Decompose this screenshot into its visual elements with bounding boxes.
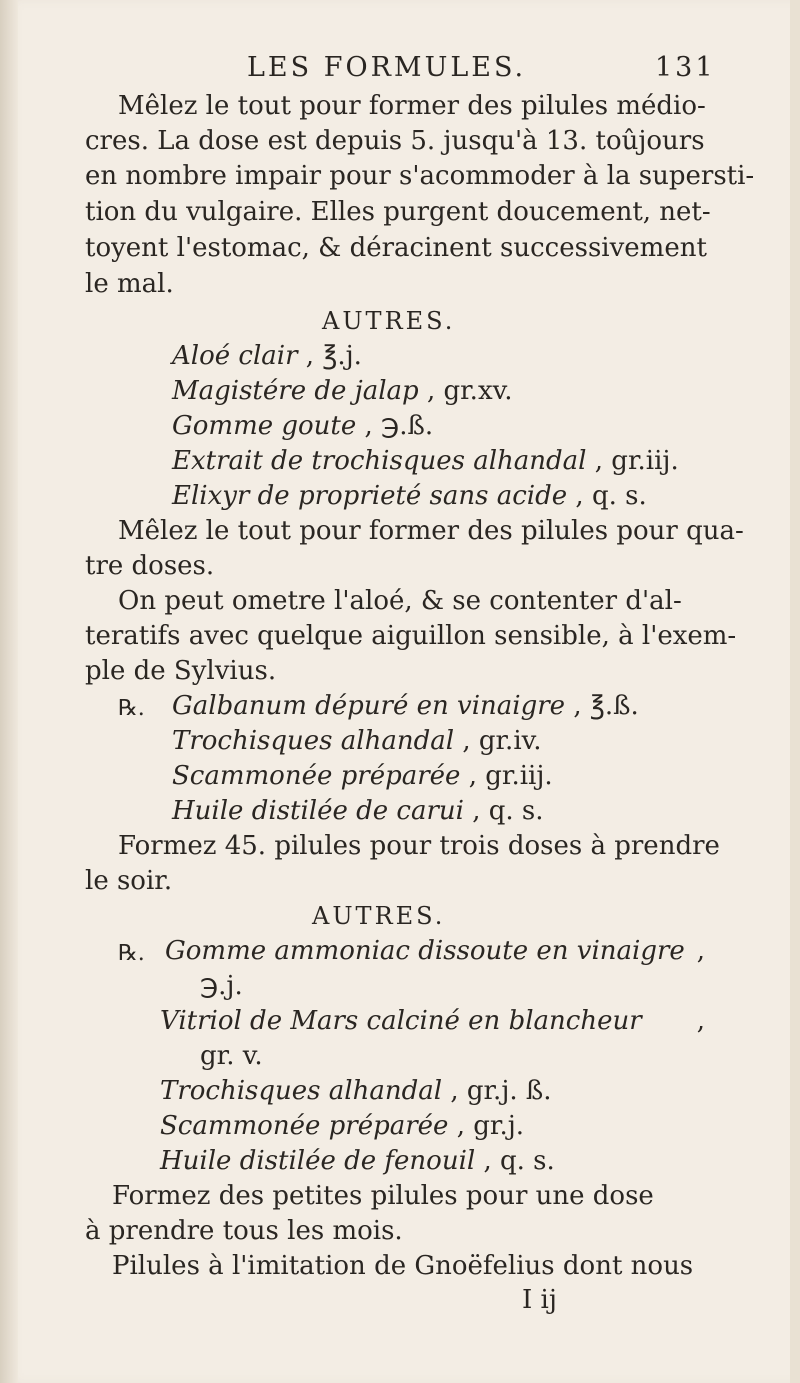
recipe-item bbox=[172, 410, 433, 442]
ingredient-name: Aloé clair bbox=[172, 341, 298, 371]
recipe-item bbox=[172, 690, 639, 722]
text-line: le soir. bbox=[85, 866, 173, 896]
text-line: Mêlez le tout pour former des pilules pour qua- bbox=[118, 516, 744, 546]
text-line: toyent l'estomac, & déracinent successivement bbox=[85, 233, 707, 263]
ingredient-dose: , gr.iij. bbox=[594, 446, 679, 476]
ingredient-dose: , bbox=[696, 1006, 705, 1036]
recipe-item bbox=[160, 1145, 555, 1177]
ingredient-dose: gr. v. bbox=[200, 1041, 263, 1071]
recipe-item bbox=[172, 795, 544, 827]
ingredient-dose: ℈.j. bbox=[200, 971, 243, 1001]
ingredient-dose: , q. s. bbox=[472, 796, 544, 826]
text-line: Pilules à l'imitation de Gnoëfelius dont nous bbox=[112, 1251, 694, 1281]
page-binding bbox=[0, 0, 18, 1383]
recipe-item bbox=[165, 935, 705, 967]
text-line: tion du vulgaire. Elles purgent doucement, net- bbox=[85, 197, 711, 227]
ingredient-name: Trochisques alhandal bbox=[160, 1076, 443, 1106]
ingredient-name: Huile distilée de carui bbox=[172, 796, 464, 826]
text-line: teratifs avec quelque aiguillon sensible, à l'exem- bbox=[85, 621, 737, 651]
recipe-symbol: ℞. bbox=[118, 941, 145, 966]
recipe-item bbox=[160, 1005, 705, 1037]
recipe-item bbox=[172, 375, 512, 407]
ingredient-name: Gomme goute bbox=[172, 411, 357, 441]
ingredient-name: Scammonée préparée bbox=[172, 761, 461, 791]
ingredient-dose: , gr.j. bbox=[456, 1111, 525, 1141]
ingredient-name: Elixyr de proprieté sans acide bbox=[172, 481, 568, 511]
ingredient-dose: , gr.iij. bbox=[468, 761, 553, 791]
ingredient-name: Gomme ammoniac dissoute en vinaigre bbox=[165, 936, 685, 966]
text-line: à prendre tous les mois. bbox=[85, 1216, 403, 1246]
text-line: cres. La dose est depuis 5. jusqu'à 13. toûjours bbox=[85, 126, 705, 156]
running-head: LES FORMULES. bbox=[247, 52, 527, 83]
recipe-item bbox=[172, 445, 679, 477]
text-line: Formez des petites pilules pour une dose bbox=[112, 1181, 654, 1211]
signature-mark: I ij bbox=[522, 1285, 557, 1315]
recipe-item bbox=[160, 1110, 524, 1142]
recipe-item bbox=[172, 480, 647, 512]
text-line: ple de Sylvius. bbox=[85, 656, 277, 686]
ingredient-dose: , ℈.ß. bbox=[364, 411, 434, 441]
ingredient-dose: , gr.iv. bbox=[462, 726, 542, 756]
text-line: Formez 45. pilules pour trois doses à prendre bbox=[118, 831, 720, 861]
ingredient-name: Huile distilée de fenouil bbox=[160, 1146, 476, 1176]
text-line: en nombre impair pour s'acommoder à la supersti- bbox=[85, 161, 755, 191]
recipe-item bbox=[172, 725, 542, 757]
ingredient-name: Scammonée préparée bbox=[160, 1111, 449, 1141]
text-line: le mal. bbox=[85, 269, 174, 299]
ingredient-dose: , ℥.ß. bbox=[573, 691, 639, 721]
page-number: 131 bbox=[655, 52, 716, 83]
ingredient-name: Vitriol de Mars calciné en blancheur bbox=[160, 1006, 642, 1036]
text-line: Mêlez le tout pour former des pilules médio- bbox=[118, 91, 706, 121]
ingredient-dose: , q. s. bbox=[483, 1146, 555, 1176]
ingredient-name: Trochisques alhandal bbox=[172, 726, 455, 756]
section-heading: AUTRES. bbox=[312, 902, 446, 930]
ingredient-dose: , gr.xv. bbox=[426, 376, 513, 406]
recipe-item bbox=[172, 760, 553, 792]
ingredient-name: Extrait de trochisques alhandal bbox=[172, 446, 587, 476]
ingredient-name: Galbanum dépuré en vinaigre bbox=[172, 691, 566, 721]
recipe-item bbox=[172, 340, 362, 372]
recipe-item bbox=[160, 1075, 552, 1107]
section-heading: AUTRES. bbox=[322, 307, 456, 335]
text-line: On peut ometre l'aloé, & se contenter d'al- bbox=[118, 586, 682, 616]
ingredient-dose: , bbox=[696, 936, 705, 966]
ingredient-dose: , gr.j. ß. bbox=[450, 1076, 552, 1106]
text-line: tre doses. bbox=[85, 551, 215, 581]
recipe-symbol: ℞. bbox=[118, 696, 145, 721]
ingredient-dose: , q. s. bbox=[575, 481, 647, 511]
ingredient-dose: , ℥.j. bbox=[305, 341, 362, 371]
ingredient-name: Magistére de jalap bbox=[172, 376, 419, 406]
